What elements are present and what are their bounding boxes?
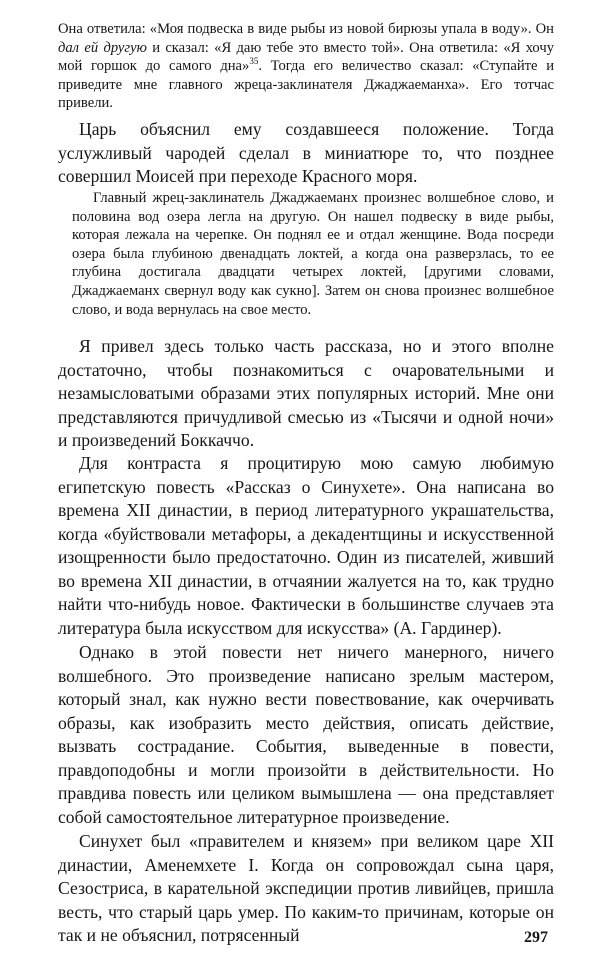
quote1-italic-phrase: дал ей другую [58,39,147,56]
quote1-text-part2: и сказал: «Я даю тебе это вместо той». Она ответила: «Я хочу мой горшок до самого дна» [58,39,554,75]
quote-passage-2: Главный жрец-заклинатель Джаджаеманх произнес волшебное слово, и половина вод озера легла на другую. Он нашел подвеску в виде рыбы, которая лежала на черепке. Он поднял ее и отдал женщине. Вода посреди озера была глубиною двенадцать локтей, а когда она разверзлась, то ее глубина достигала двадцати четырех локтей, [другими словами, Джаджаеманх свернул воду как сукно]. Затем он снова произнес волшебное слово, и вода вернулась на свое место. [72,190,554,318]
paragraph-5: Синухет был «правителем и князем» при великом царе XII династии, Аменемхете I. Когда он сопровождал сына царя, Сезостриса, в карательной экспедиции против ливийцев, пришла весть, что старый царь умер. По каким-то причинам, которые он так и не объяснил, потрясенный [58,831,554,945]
quote1-text-part1: Она ответила: «Моя подвеска в виде рыбы из новой бирюзы упала в воду». Он [58,21,554,37]
paragraph-2: Я привел здесь только часть рассказа, но и этого вполне достаточно, чтобы познакомиться с очаровательными и незамысловатыми образами этих популярных историй. Мне они представляются причудливой смесью из «Тысячи и одной ночи» и произведений Боккаччо. [58,336,554,450]
paragraph-3: Для контраста я процитирую мою самую любимую египетскую повесть «Рассказ о Синухете». Она написана во времена XII династии, в период литературного украшательства, когда «буйствовали метафоры, а декадентщины и искусственной изощренности было предостаточно. Один из писателей, живший во времена XII династии, в отчаянии жалуется на то, как трудно найти что-нибудь новое. Фактически в большинстве случаев эта литература была искусством для искусства» (А. Гардинер). [58,453,554,638]
quote1-text-part3: . Тогда его величество сказал: «Ступайте и приведите мне главного жреца-заклинателя Джаджаеманха». Его тотчас привели. [58,58,554,112]
footnote-reference-35[interactable]: 35 [249,56,259,67]
paragraph-1: Царь объяснил ему создавшееся положение. Тогда услужливый чародей сделал в миниатюре то, что позднее совершил Моисей при переходе Красного моря. [58,119,554,186]
page-number: 297 [524,929,548,946]
paragraph-4: Однако в этой повести нет ничего манерного, ничего волшебного. Это произведение написано зрелым мастером, который знал, как нужно вести повествование, как очерчивать образы, как изобразить место действия, описать действие, вызвать сострадание. События, выведенные в повести, правдоподобны и могли произойти в действительности. Но правдива повесть или целиком вымышлена — она представляет собой самостоятельное литературное произведение. [58,642,554,827]
quote-passage-1 [58,20,554,113]
